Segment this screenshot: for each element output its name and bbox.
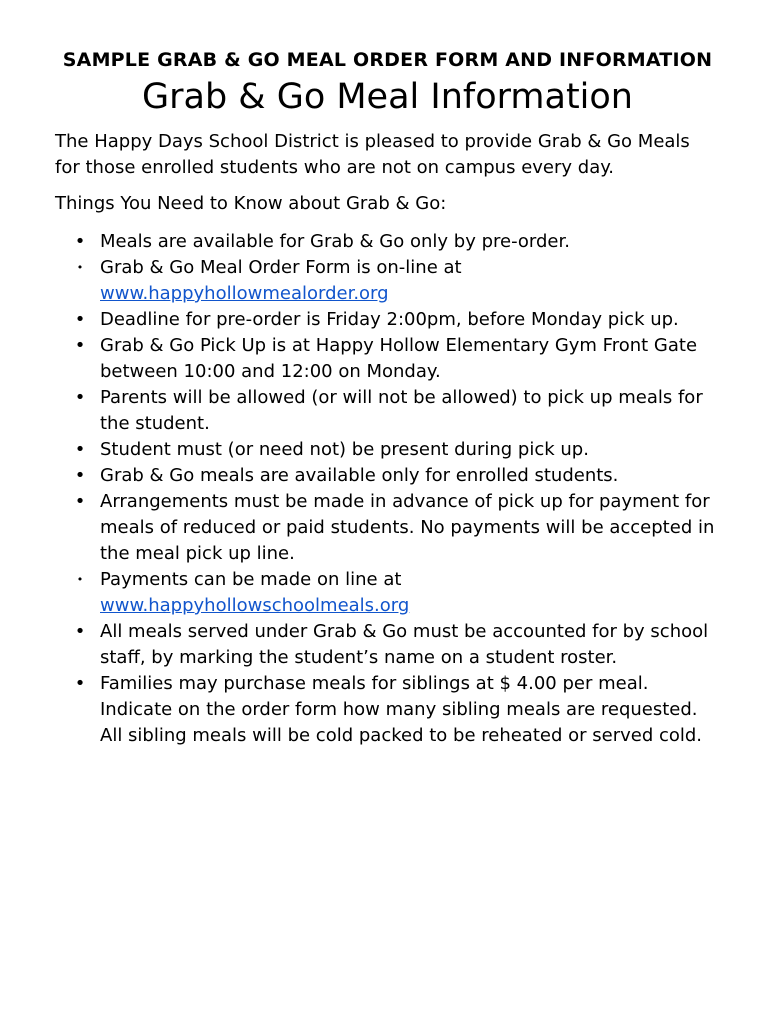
bullet-text: Grab & Go Meal Order Form is on-line at — [100, 257, 462, 278]
bullet-glyph: • — [76, 261, 84, 274]
bullet-text: All meals served under Grab & Go must be accounted for by school staff, by marking the student’s name on a student roster. — [100, 621, 709, 668]
bullet-pickup-location — [55, 333, 720, 385]
bullet-payment-arrangements — [55, 489, 720, 567]
bullet-glyph: • — [74, 335, 86, 356]
bullet-text: Grab & Go Pick Up is at Happy Hollow Elementary Gym Front Gate between 10:00 and 12:00 on Monday. — [100, 335, 698, 382]
bullet-enrolled-only — [55, 463, 720, 489]
bullet-glyph: • — [74, 387, 86, 408]
bullet-parents-pickup — [55, 385, 720, 437]
bullet-student-present — [55, 437, 720, 463]
bullet-text: Deadline for pre-order is Friday 2:00pm, before Monday pick up. — [100, 309, 679, 330]
bullet-text: Payments can be made on line at — [100, 569, 402, 590]
bullet-glyph: • — [74, 673, 86, 694]
bullet-meal-accounting — [55, 619, 720, 671]
bullet-order-form — [55, 255, 720, 307]
bullet-text: Parents will be allowed (or will not be allowed) to pick up meals for the student. — [100, 387, 703, 434]
bullet-text: Grab & Go meals are available only for enrolled students. — [100, 465, 619, 486]
bullet-glyph: • — [74, 231, 86, 252]
intro-paragraph: The Happy Days School District is pleased to provide Grab & Go Meals for those enrolled students who are not on campus every day. — [55, 131, 690, 178]
info-bullet-list — [55, 229, 720, 749]
bullet-glyph: • — [74, 465, 86, 486]
payments-link[interactable]: www.happyhollowschoolmeals.org — [100, 595, 410, 616]
bullet-online-payments — [55, 567, 720, 619]
bullet-glyph: • — [76, 573, 84, 586]
bullet-glyph: • — [74, 439, 86, 460]
bullet-glyph: • — [74, 621, 86, 642]
bullet-deadline — [55, 307, 720, 333]
bullet-text: Student must (or need not) be present during pick up. — [100, 439, 589, 460]
bullet-text: Families may purchase meals for siblings at $ 4.00 per meal. Indicate on the order form how many sibling meals are requested. All sibling meals will be cold packed to be reheated or served cold. — [100, 673, 703, 746]
document-page — [55, 0, 720, 749]
bullet-text: Arrangements must be made in advance of pick up for payment for meals of reduced or paid students. No payments will be accepted in the meal pick up line. — [100, 491, 715, 564]
order-form-link[interactable]: www.happyhollowmealorder.org — [100, 283, 389, 304]
bullet-preorder — [55, 229, 720, 255]
things-heading: Things You Need to Know about Grab & Go: — [55, 193, 447, 214]
bullet-sibling-meals — [55, 671, 720, 749]
bullet-glyph: • — [74, 309, 86, 330]
form-heading: SAMPLE GRAB & GO MEAL ORDER FORM AND INFORMATION — [62, 49, 713, 71]
bullet-glyph: • — [74, 491, 86, 512]
bullet-text: Meals are available for Grab & Go only by pre-order. — [100, 231, 570, 252]
page-title: Grab & Go Meal Information — [141, 77, 633, 117]
